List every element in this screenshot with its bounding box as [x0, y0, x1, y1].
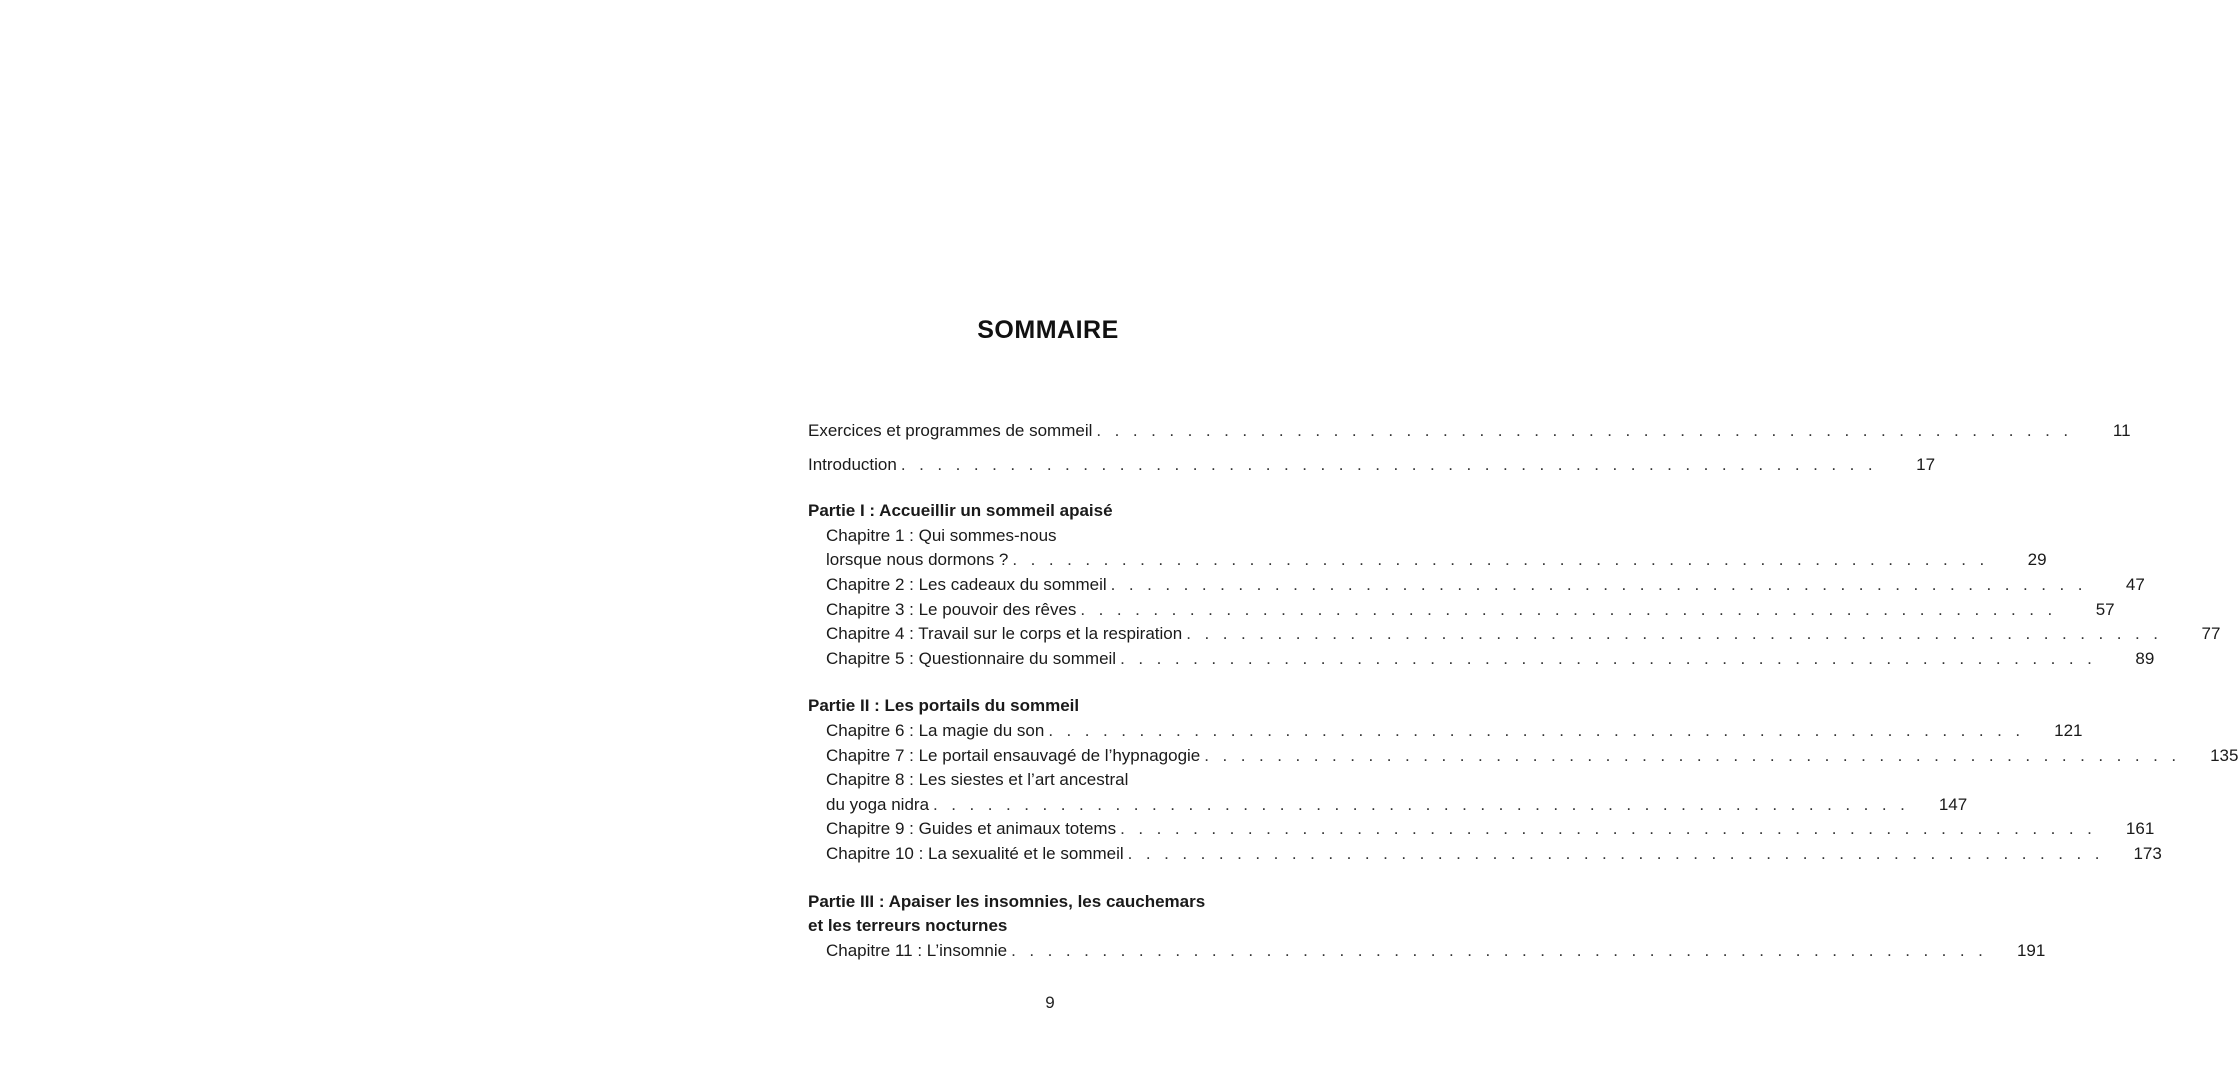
toc-chapter-entry — [808, 939, 2046, 964]
toc-entry-label: du yoga nidra — [826, 794, 930, 814]
toc-front-entry — [808, 419, 2131, 444]
dot-leader: . . . . . . . . . . . . . . . . . . . . . . . . . . . . . . . . . . . . . . . . . . . . . . . . . . . . . . — [1011, 940, 1988, 960]
toc-page-number: 191 — [2016, 940, 2046, 960]
dot-leader: . . . . . . . . . . . . . . . . . . . . . . . . . . . . . . . . . . . . . . . . . . . . . . . . . . . . . . — [1120, 819, 2097, 839]
toc-entry-label: Chapitre 10 : La sexualité et le sommeil — [826, 843, 1124, 863]
toc-page-number: 47 — [2125, 574, 2145, 594]
toc-page-number: 29 — [2027, 550, 2047, 570]
toc-entry-label: Chapitre 2 : Les cadeaux du sommeil — [826, 574, 1107, 594]
toc-part-heading: Partie II : Les portails du sommeil — [808, 696, 1080, 716]
dot-leader: . . . . . . . . . . . . . . . . . . . . . . . . . . . . . . . . . . . . . . . . . . . . . . . . . . . . . . — [1120, 648, 2097, 668]
toc-entry-label: Chapitre 6 : La magie du son — [826, 720, 1045, 740]
dot-leader: . . . . . . . . . . . . . . . . . . . . . . . . . . . . . . . . . . . . . . . . . . . . . . . . . . . . . . — [933, 794, 1910, 814]
toc-chapter-entry — [808, 719, 2083, 744]
toc-chapter-entry — [808, 548, 2047, 573]
toc-chapter-entry — [808, 598, 2115, 623]
dot-leader: . . . . . . . . . . . . . . . . . . . . . . . . . . . . . . . . . . . . . . . . . . . . . . . . . . . . . . — [1012, 550, 1989, 570]
page-number: 9 — [1045, 993, 1055, 1012]
toc-chapter-entry — [808, 793, 1968, 818]
toc-chapter-entry — [808, 622, 2221, 647]
toc-chapter-entry — [808, 744, 2238, 769]
toc-entry-label: Chapitre 3 : Le pouvoir des rêves — [826, 599, 1077, 619]
toc-chapter-entry — [808, 817, 2155, 842]
dot-leader: . . . . . . . . . . . . . . . . . . . . . . . . . . . . . . . . . . . . . . . . . . . . . . . . . . . . . . — [1204, 745, 2181, 765]
toc-chapter-entry — [808, 573, 2145, 598]
toc-part-heading: Partie III : Apaiser les insomnies, les cauchemars — [808, 891, 1206, 911]
dot-leader: . . . . . . . . . . . . . . . . . . . . . . . . . . . . . . . . . . . . . . . . . . . . . . . . . . . . . . — [1127, 843, 2104, 863]
toc-chapter-entry — [808, 647, 2155, 672]
toc-part-heading: Partie I : Accueillir un sommeil apaisé — [808, 501, 1113, 521]
dot-leader: . . . . . . . . . . . . . . . . . . . . . . . . . . . . . . . . . . . . . . . . . . . . . . . . . . . . . . — [1048, 720, 2025, 740]
dot-leader: . . . . . . . . . . . . . . . . . . . . . . . . . . . . . . . . . . . . . . . . . . . . . . . . . . . . . . — [900, 454, 1878, 474]
toc-entry-label: Exercices et programmes de sommeil — [808, 421, 1093, 440]
toc-page-number: 147 — [1938, 794, 1968, 814]
dot-leader: . . . . . . . . . . . . . . . . . . . . . . . . . . . . . . . . . . . . . . . . . . . . . . . . . . . . . . — [1096, 421, 2073, 440]
toc-page-number: 57 — [2095, 599, 2115, 619]
toc-entry-label: Introduction — [808, 454, 897, 474]
dot-leader: . . . . . . . . . . . . . . . . . . . . . . . . . . . . . . . . . . . . . . . . . . . . . . . . . . . . . . — [1110, 574, 2087, 594]
dot-leader: . . . . . . . . . . . . . . . . . . . . . . . . . . . . . . . . . . . . . . . . . . . . . . . . . . . . . . — [1186, 624, 2163, 644]
page-title: SOMMAIRE — [977, 316, 1119, 344]
toc-chapter-line: Chapitre 8 : Les siestes et l’art ancestral — [826, 770, 1129, 790]
toc-page-number: 135 — [2210, 745, 2238, 765]
toc-page-number: 173 — [2133, 843, 2162, 863]
toc-entry-label: Chapitre 5 : Questionnaire du sommeil — [826, 648, 1117, 668]
toc-page-number: 161 — [2125, 819, 2155, 839]
toc-entry-label: Chapitre 9 : Guides et animaux totems — [826, 819, 1117, 839]
toc-part-heading: et les terreurs nocturnes — [808, 916, 1008, 936]
toc-page-number: 17 — [1916, 454, 1936, 474]
dot-leader: . . . . . . . . . . . . . . . . . . . . . . . . . . . . . . . . . . . . . . . . . . . . . . . . . . . . . . — [1080, 599, 2057, 619]
toc-chapter-entry — [808, 842, 2162, 867]
toc-entry-label: lorsque nous dormons ? — [826, 550, 1009, 570]
table-of-contents — [808, 419, 2238, 963]
toc-entry-label: Chapitre 7 : Le portail ensauvagé de l’hypnagogie — [826, 745, 1201, 765]
toc-chapter-line: Chapitre 1 : Qui sommes-nous — [826, 525, 1057, 545]
toc-entry-label: Chapitre 4 : Travail sur le corps et la respiration — [826, 624, 1183, 644]
toc-page-number: 11 — [2112, 421, 2131, 440]
toc-front-entry — [808, 453, 1936, 478]
toc-page-number: 89 — [2135, 648, 2155, 668]
toc-page-number: 121 — [2054, 720, 2083, 740]
toc-page-number: 77 — [2201, 624, 2221, 644]
toc-entry-label: Chapitre 11 : L’insomnie — [826, 940, 1008, 960]
